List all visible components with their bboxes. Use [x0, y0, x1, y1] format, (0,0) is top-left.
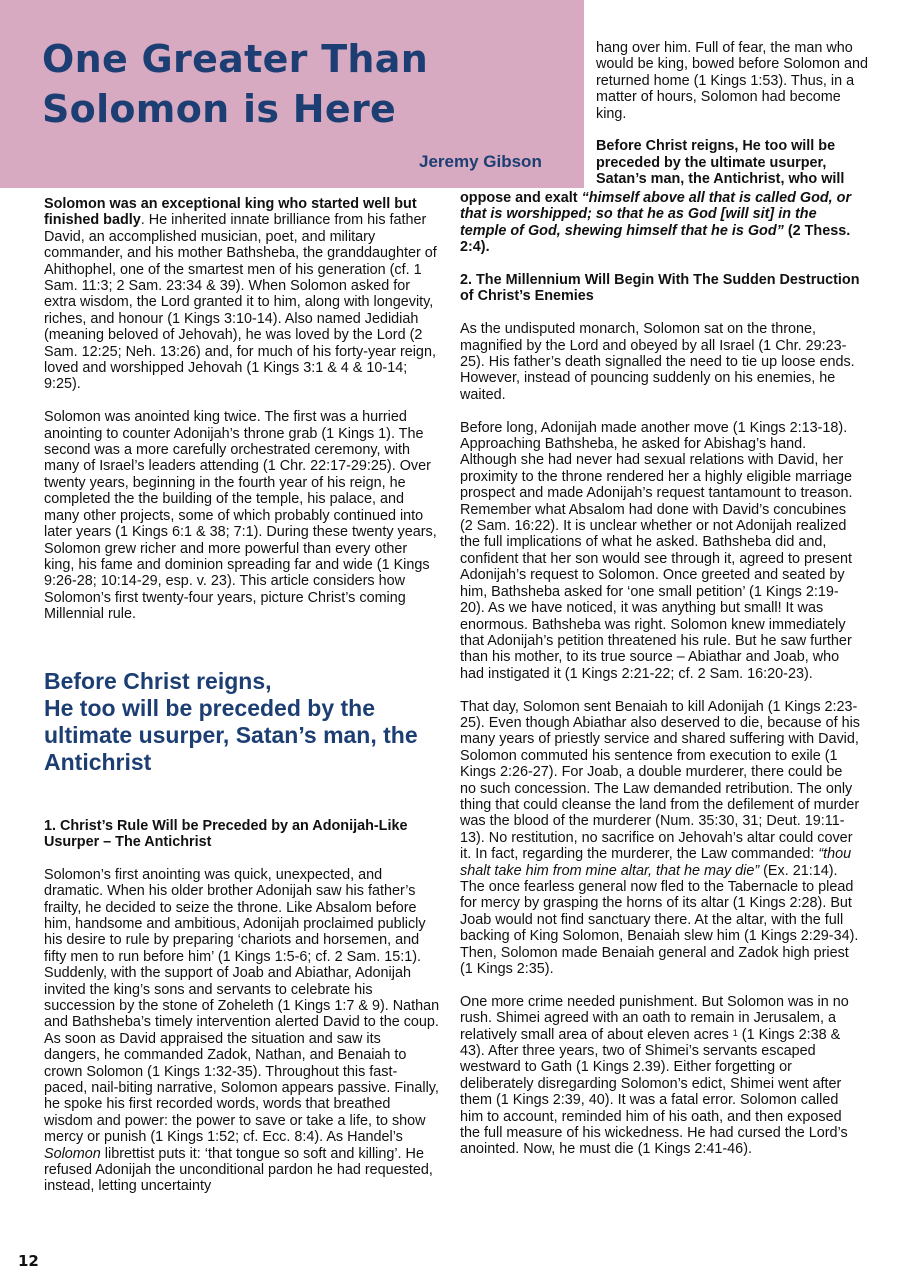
bold-paragraph-continued: oppose and exalt “himself above all that is called God, or that is worshipped; so that he as God [will sit] in the temple of God, shewing himself that he is God” (2 Thess. 2:4). [460, 190, 852, 256]
footnote-marker: 1 [732, 1027, 738, 1038]
pull-quote: Before Christ reigns, He too will be preceded by the ultimate usurper, Satan’s man, the Antichrist [44, 667, 418, 775]
left-column [44, 196, 440, 1211]
section-heading-2: 2. The Millennium Will Begin With The Sudden Destruction of Christ’s Enemies [460, 272, 860, 305]
paragraph: One more crime needed punishment. But Solomon was in no rush. Shimei agreed with an oath to remain in Jerusalem, a relatively small area of about eleven acres $^1$ (1 Kings 2:38 & 43). After three years, two of Shimei’s servants escaped westward to Gath (1 Kings 2.39). Either forgetting or deliberately disregarding Solomon’s edict, Shimei went after them (1 Kings 2:39, 40). It was a fatal error. Solomon called him to account, reminded him of his oath, and then exposed the full measure of his wickedness. He had cursed the Lord’s anointed. Now, he must die (1 Kings 2:41-46). [460, 993, 849, 1158]
paragraph: Solomon’s first anointing was quick, unexpected, and dramatic. When his older brother Adonijah saw his father’s frailty, he decided to seize the throne. Like Absalom before him, handsome and ambitious, Adonijah proclaimed publicly his desire to rule by preparing ‘chariots and horsemen, and fifty men to run before him’ (1 Kings 1:5-6; cf. 2 Sam. 15:1). Suddenly, with the support of Joab and Abiathar, Adonijah invited the king’s sons and servants to celebrate his succession by the stone of Zoheleth (1 Kings 1:7 & 9). Nathan and Bathsheba’s timely intervention alerted David to the coup. As soon as David appraised the situation and saw its dangers, he commanded Zadok, Nathan, and Benaiah to crown Solomon (1 Kings 1:32-35). Throughout this fast-paced, nail-biting narrative, Solomon appears passive. Finally, he spoke his first recorded words, words that breathed wisdom and power: the power to save or take a life, to show mercy or punish (1 Kings 1:52; cf. Ecc. 8:4). As Handel’s Solomon librettist puts it: ‘that tongue so soft and killing’. He refused Adonijah the unconditional pardon he had requested, instead, letting uncertainty [44, 866, 440, 1195]
paragraph: As the undisputed monarch, Solomon sat on the throne, magnified by the Lord and obeyed by all Israel (1 Chr. 29:23-25). His father’s death signalled the need to tie up loose ends. However, instead of pouncing suddenly on his enemies, he waited. [460, 321, 855, 403]
page-number: 12 [18, 1252, 39, 1270]
paragraph: hang over him. Full of fear, the man who would be king, bowed before Solomon and returned home (1 Kings 1:53). Thus, in a matter of hours, Solomon had become king. [596, 40, 869, 122]
article-title: One Greater Than Solomon is Here [42, 37, 429, 131]
section-heading-1: 1. Christ’s Rule Will be Preceded by an Adonijah-Like Usurper – The Antichrist [44, 817, 408, 850]
right-column [460, 190, 862, 1174]
author-byline: Jeremy Gibson [419, 152, 542, 171]
bold-paragraph-top: Before Christ reigns, He too will be preceded by the ultimate usurper, Satan’s man, the Antichrist, who will [596, 138, 845, 188]
right-column-top [596, 40, 868, 188]
intro-bold: Solomon was an exceptional king who started well but finished badly [44, 196, 417, 229]
intro-paragraph: Solomon was an exceptional king who started well but finished badly. He inherited innate brilliance from his father David, an accomplished musician, poet, and military commander, and his mother Bathsheba, the granddaughter of Ahithophel, one of the smartest men of his generation (cf. 1 Sam. 11:3; 2 Sam. 23:34 & 39). When Solomon asked for extra wisdom, the Lord granted it to him, along with longevity, riches, and honour (1 Kings 3:10-14). Also named Jedidiah (meaning beloved of Jehovah), he was loved by the Lord (2 Sam. 12:25; Neh. 13:26) and, for much of his forty-year reign, loved and worshipped Jehovah (1 Kings 3:1 & 4 & 10-14; 9:25). [44, 196, 437, 393]
paragraph: Solomon was anointed king twice. The first was a hurried anointing to counter Adonijah’s throne grab (1 Kings 1). The second was a more carefully orchestrated ceremony, with many of Israel’s leaders attending (1 Chr. 22:17-29:25). Over twenty years, beginning in the fourth year of his reign, he completed the the building of the temple, his palace, and many other projects, some of which probably continued into later years (1 Kings 6:1 & 38; 7:1). During these twenty years, Solomon grew richer and more powerful than every other king, his fame and dominion spreading far and wide (1 Kings 9:26-28; 10:14-29, esp. v. 23). This article considers how Solomon’s first twenty-four years, picture Christ’s coming Millennial rule. [44, 409, 437, 623]
spacer [44, 776, 440, 818]
paragraph: Before long, Adonijah made another move (1 Kings 2:13-18). Approaching Bathsheba, he asked for Abishag’s hand. Although she had never had sexual relations with David, her proximity to the throne rendered her a highly eligible marriage prospect and made Adonijah’s request tantamount to treason. Remember what Absalom had done with David’s concubines (2 Sam. 16:22). It is unclear whether or not Adonijah realized the full implications of what he asked. Bathsheba did and, confident that her son would see through it, agreed to present Adonijah’s request to Solomon. Once greeted and seated by him, Bathsheba asked for ‘one small petition’ (1 Kings 2:19-20). As we have noticed, it was anything but small! It was enormous. Bathsheba was right. Solomon knew immediately that Adonijah’s petition threatened his rule. But he saw further than his mother, to its true source – Abiathar and Joab, who had instigated it (1 Kings 2:21-22; cf. 2 Sam. 16:20-23). [460, 419, 853, 682]
paragraph: That day, Solomon sent Benaiah to kill Adonijah (1 Kings 2:23-25). Even though Abiathar also deserved to die, because of his many years of priestly service and shared suffering with David, Solomon commuted his sentence from execution to exile (1 Kings 2:26-27). For Joab, a double murderer, there could be no such concession. The Law demanded retribution. The only thing that could cleanse the land from the defilement of murder was the blood of the murderer (Num. 35:30, 31; Deut. 19:11-13). No restitution, no sacrifice on Jehovah’s altar could cover it. In fact, regarding the murderer, the Law commanded: “thou shalt take him from mine altar, that he may die” (Ex. 21:14). The once fearless general now fled to the Tabernacle to plead for mercy by grasping the horns of its altar (1 Kings 2:28). But Joab would not find sanctuary there. At the altar, with the full backing of King Solomon, Benaiah slew him (1 Kings 2:29-34). Then, Solomon made Benaiah general and Zadok high priest (1 Kings 2:35). [460, 698, 861, 978]
